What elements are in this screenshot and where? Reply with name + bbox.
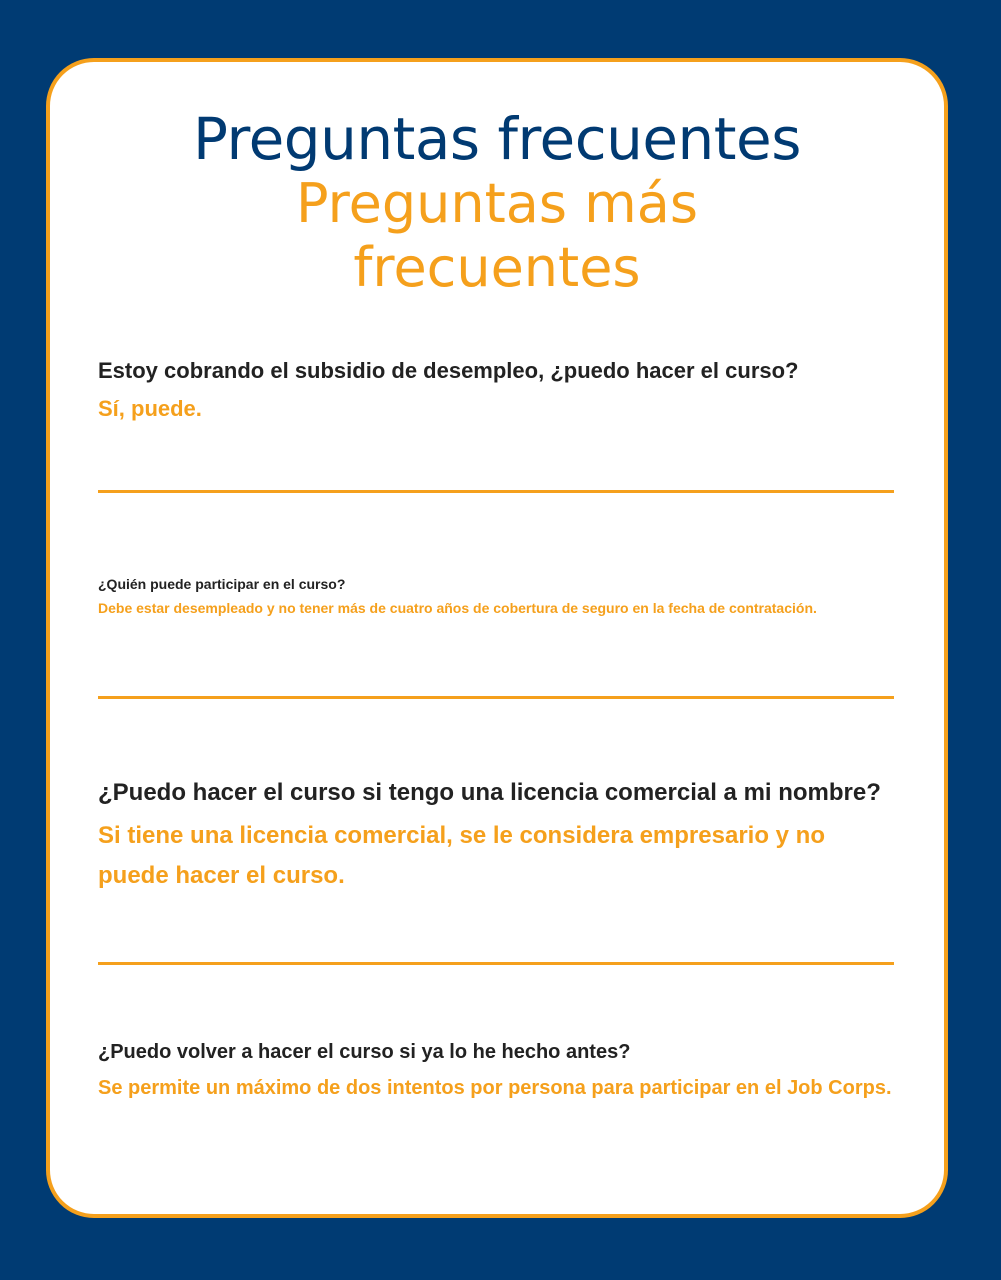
faq-question: ¿Puedo volver a hacer el curso si ya lo he hecho antes? — [98, 1041, 631, 1063]
faq-question: ¿Puedo hacer el curso si tengo una licencia comercial a mi nombre? — [98, 779, 881, 806]
faq-item — [98, 1038, 892, 1102]
divider — [98, 490, 894, 493]
faq-answer: Se permite un máximo de dos intentos por persona para participar en el Job Corps. — [98, 1077, 892, 1099]
faq-question: Estoy cobrando el subsidio de desempleo, ¿puedo hacer el curso? — [98, 358, 799, 383]
faq-answer: Si tiene una licencia comercial, se le considera empresario y no puede hacer el curso. — [98, 822, 825, 889]
faq-card — [46, 58, 948, 1218]
faq-item — [98, 574, 817, 618]
divider — [98, 962, 894, 965]
faq-answer: Sí, puede. — [98, 396, 202, 421]
faq-question: ¿Quién puede participar en el curso? — [98, 576, 346, 592]
title-block — [50, 106, 944, 300]
faq-answer: Debe estar desempleado y no tener más de cuatro años de cobertura de seguro en la fecha de contratación. — [98, 600, 817, 616]
faq-item — [98, 776, 918, 896]
divider — [98, 696, 894, 699]
page-subtitle: Preguntas más frecuentes — [296, 172, 698, 299]
faq-item — [98, 356, 799, 424]
page-title: Preguntas frecuentes — [193, 105, 801, 173]
